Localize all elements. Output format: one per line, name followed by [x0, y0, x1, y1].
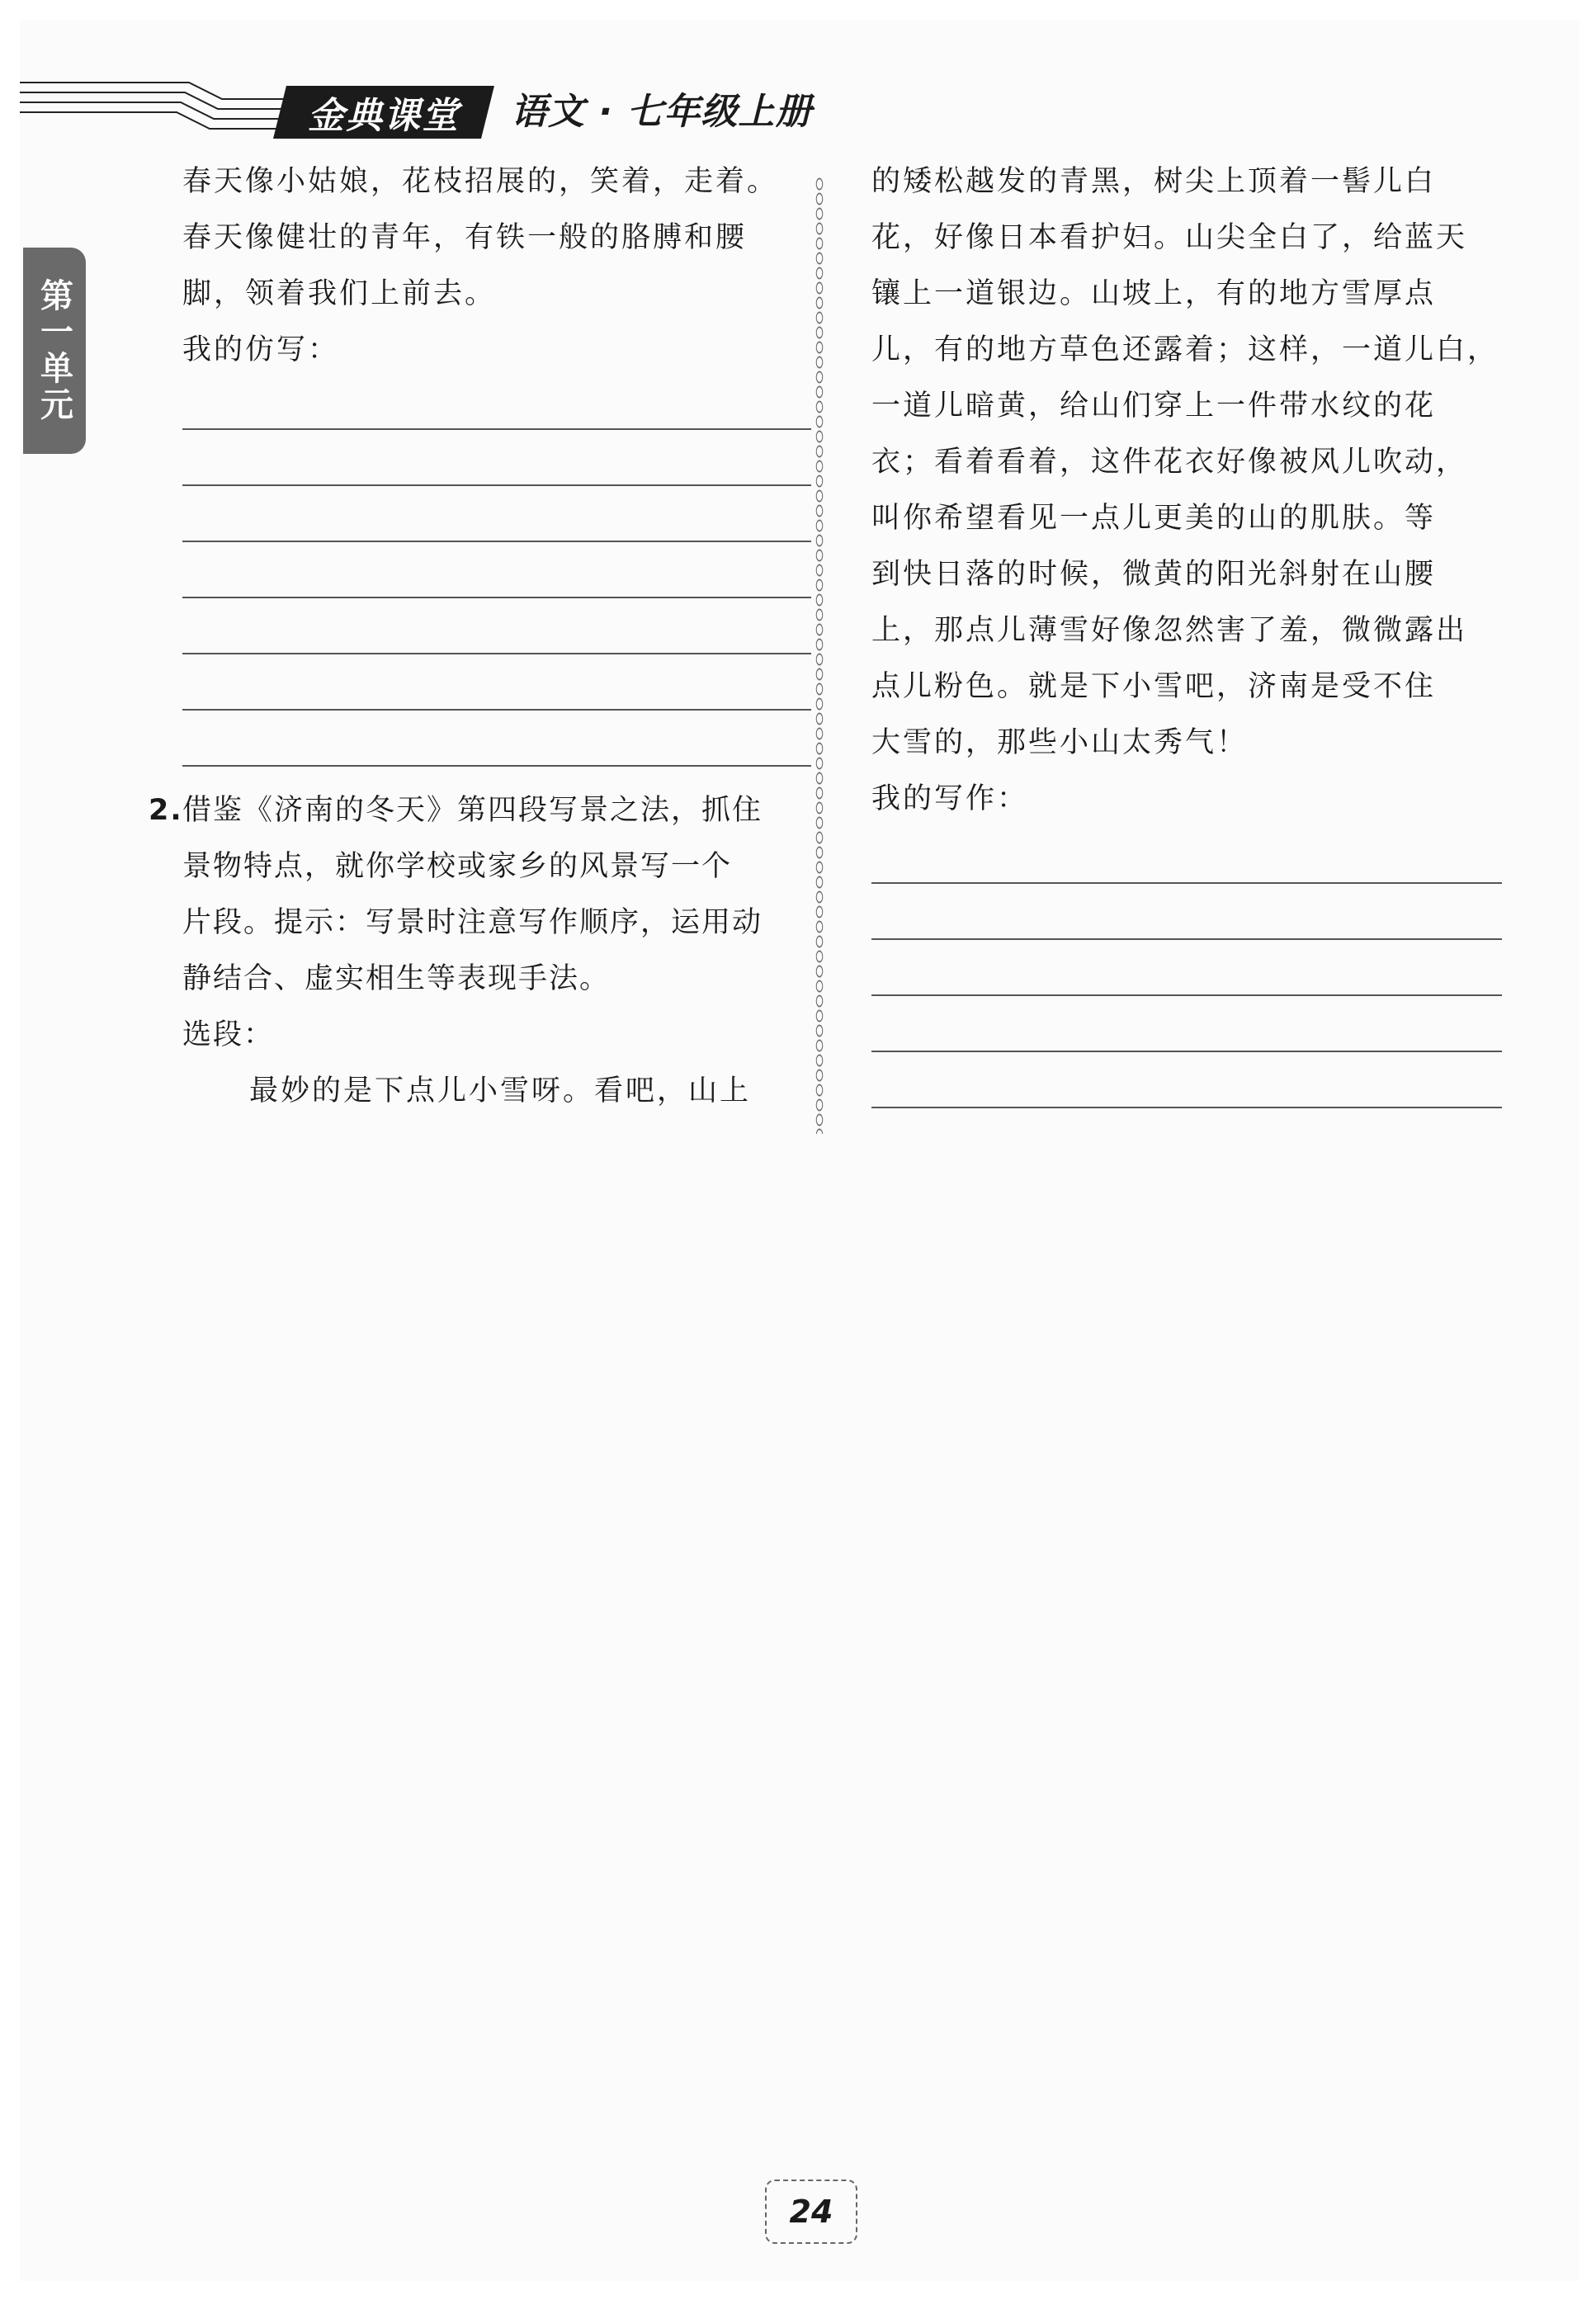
writing-answer-line-2[interactable] — [871, 938, 1502, 940]
workbook-page — [20, 20, 1579, 2281]
question-line-2: 景物特点，就你学校或家乡的风景写一个 — [182, 850, 733, 883]
unit-label: 第一单元 — [35, 278, 73, 423]
passage-line-6: 衣；看着看着，这件花衣好像被风儿吹动， — [871, 446, 1468, 479]
passage-line-5: 一道儿暗黄，给山们穿上一件带水纹的花 — [871, 390, 1437, 423]
passage-line-8: 到快日落的时候，微黄的阳光斜射在山腰 — [871, 558, 1437, 591]
column-divider — [814, 177, 825, 1134]
header-decorative-lines — [20, 74, 300, 140]
writing-answer-line-3[interactable] — [871, 994, 1502, 996]
writing-answer-line-4[interactable] — [871, 1051, 1502, 1052]
unit-side-tab — [23, 248, 86, 454]
question-line-1: 借鉴《济南的冬天》第四段写景之法，抓住 — [182, 794, 763, 827]
selection-label: 选段： — [182, 1018, 275, 1051]
writing-label: 我的写作： — [871, 782, 1029, 815]
passage-line-4: 儿，有的地方草色还露着；这样，一道儿白， — [871, 333, 1499, 366]
passage-line-2: 花，好像日本看护妇。山尖全白了，给蓝天 — [871, 221, 1468, 254]
imitation-answer-line-1[interactable] — [182, 428, 811, 430]
writing-answer-line-5[interactable] — [871, 1107, 1502, 1108]
passage-line-7: 叫你希望看见一点儿更美的山的肌肤。等 — [871, 502, 1437, 535]
page-number: 24 — [765, 2180, 857, 2244]
passage-line-9: 上，那点儿薄雪好像忽然害了羞，微微露出 — [871, 614, 1468, 647]
imitation-answer-line-6[interactable] — [182, 709, 811, 711]
question-number: 2. — [149, 794, 183, 827]
left-line-1: 春天像小姑娘，花枝招展的，笑着，走着。 — [182, 165, 779, 198]
imitation-answer-line-4[interactable] — [182, 597, 811, 598]
question-line-3: 片段。提示：写景时注意写作顺序，运用动 — [182, 906, 763, 939]
brand-title: 金典课堂 — [308, 95, 460, 137]
passage-first-line: 最妙的是下点儿小雪呀。看吧，山上 — [249, 1074, 752, 1107]
left-line-2: 春天像健壮的青年，有铁一般的胳膊和腰 — [182, 221, 748, 254]
brand-badge — [273, 86, 494, 139]
imitation-answer-line-2[interactable] — [182, 484, 811, 486]
subject-title: 语文 · 七年级上册 — [511, 91, 813, 133]
writing-answer-line-1[interactable] — [871, 882, 1502, 884]
question-line-4: 静结合、虚实相生等表现手法。 — [182, 962, 611, 995]
passage-line-11: 大雪的，那些小山太秀气！ — [871, 726, 1249, 759]
imitation-answer-line-5[interactable] — [182, 653, 811, 654]
passage-line-10: 点儿粉色。就是下小雪吧，济南是受不住 — [871, 670, 1437, 703]
left-line-3: 脚，领着我们上前去。 — [182, 277, 497, 310]
imitation-answer-line-3[interactable] — [182, 541, 811, 542]
passage-line-1: 的矮松越发的青黑，树尖上顶着一髻儿白 — [871, 165, 1437, 198]
imitation-label: 我的仿写： — [182, 333, 340, 366]
passage-line-3: 镶上一道银边。山坡上，有的地方雪厚点 — [871, 277, 1437, 310]
imitation-answer-line-7[interactable] — [182, 765, 811, 767]
